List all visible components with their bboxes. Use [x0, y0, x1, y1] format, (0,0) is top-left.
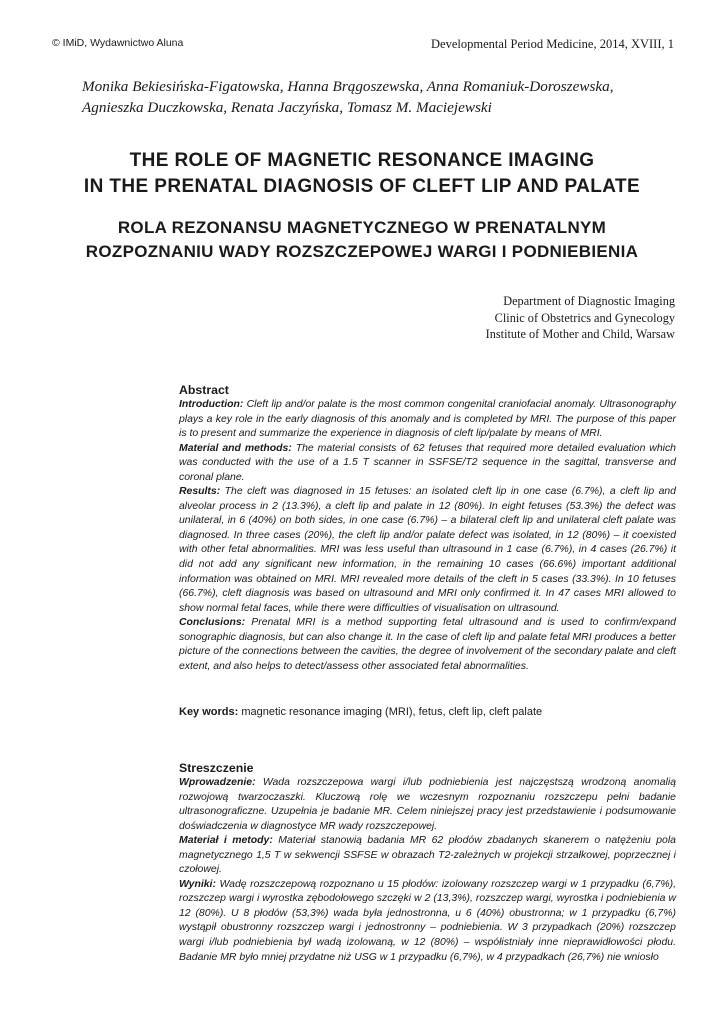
- conclusions-label: Conclusions:: [179, 617, 246, 629]
- paper-title-english: [62, 148, 662, 200]
- author-list: [82, 76, 682, 118]
- wprowadzenie-label: Wprowadzenie:: [179, 777, 256, 788]
- streszczenie-results: [179, 878, 676, 965]
- streszczenie-introduction: [179, 776, 676, 834]
- affiliation-block: [355, 293, 675, 343]
- title-line: THE ROLE OF MAGNETIC RESONANCE IMAGING: [129, 150, 595, 171]
- affiliation-line: Department of Diagnostic Imaging: [503, 294, 675, 308]
- results-label: Results:: [179, 486, 221, 498]
- abstract-conclusions: [179, 616, 676, 674]
- affiliation-line: Clinic of Obstetrics and Gynecology: [494, 310, 675, 325]
- conclusions-text: Prenatal MRI is a method supporting fetal ultrasound and is used to confirm/expand sonographic diagnosis, but can also change it. In the case of cleft lip and palate fetal MRI produces a better picture of the connections between the cavities, the degree of involvement of the secondary palate and cleft extent, and also helps to detect/assess other associated fetal abnormalities.: [179, 617, 676, 672]
- streszczenie-heading: Streszczenie: [179, 761, 254, 775]
- title-line: ROLA REZONANSU MAGNETYCZNEGO W PRENATALNYM: [117, 218, 607, 237]
- paper-title-polish: [62, 216, 662, 264]
- material-metody-label: Materiał i metody:: [179, 835, 273, 847]
- abstract-heading: Abstract: [179, 383, 229, 397]
- abstract-methods: [179, 442, 676, 486]
- running-header: [52, 37, 674, 53]
- author-line: Agnieszka Duczkowska, Renata Jaczyńska, Tomasz M. Maciejewski: [82, 99, 492, 116]
- author-line: Monika Bekiesińska-Figatowska, Hanna Brągoszewska, Anna Romaniuk-Doroszewska,: [82, 78, 614, 95]
- methods-label: Material and methods:: [179, 442, 292, 454]
- title-line: IN THE PRENATAL DIAGNOSIS OF CLEFT LIP AND PALATE: [83, 176, 641, 197]
- abstract-section: [179, 383, 676, 674]
- wyniki-label: Wyniki:: [179, 878, 216, 890]
- wyniki-text: Wadę rozszczepową rozpoznano u 15 płodów: izolowany rozszczep wargi w 1 przypadku (6,7%), rozszczep wargi i wyrostka zębodołowego szczęki w 2 (13,3%), rozszczep wargi, wyrostka i podniebienia w 12 (80%). U 8 płodów (53,3%) wada była jednostronna, u 6 (40%) obustronna; w 1 przypadku (6,7%) wystąpił obustronny rozszczep wargi i jednostronny – podniebienia. W 3 przypadkach (20%) rozszczep wargi i/lub podniebienia był wadą izolowaną, w 12 (80%) – współistniały inne nieprawidłowości płodu. Badanie MR było mniej przydatne niż USG w 1 przypadku (6,7%), w 4 przypadkach (26,7%) nie wniosło: [179, 878, 676, 963]
- keywords-text: magnetic resonance imaging (MRI), fetus, cleft lip, cleft palate: [238, 706, 543, 718]
- streszczenie-section: [179, 761, 676, 965]
- streszczenie-methods: [179, 834, 676, 878]
- results-text: The cleft was diagnosed in 15 fetuses: an isolated cleft lip in one case (6.7%), a cleft lip and alveolar process in 2 (13.3%), a cleft lip and palate in 12 (80%). In eight fetuses (53.3%) the defect was unilateral, in 6 (40%) on both sides, in one case (6.7%) – a bilateral cleft lip and unilateral cleft palate was diagnosed. In three cases (20%), the cleft lip and/or palate defect was isolated, in 12 (80%) – it coexisted with other fetal abnormalities. MRI was less useful than ultrasound in 1 case (6.7%), in 4 cases (26.7%) it did not add any significant new information, in the remaining 10 cases (66.6%) important additional information was obtained on MRI. MRI revealed more details of the cleft in 5 cases (33.3%). In 10 fetuses (66.7%), cleft diagnosis was based on ultrasound and MRI only confirmed it. In 47 cases MRI allowed to show normal fetal faces, while there were difficulties of visualisation on ultrasound.: [179, 486, 676, 614]
- abstract-results: [179, 485, 676, 616]
- keywords-label: Key words:: [179, 706, 239, 718]
- wprowadzenie-text: Wada rozszczepowa wargi i/lub podniebienia jest najczęstszą wrodzoną anomalią rozwojową twarzoczaszki. Kluczową rolę we wczesnym rozpoznaniu rozszczepu pełni badanie ultrasonograficzne. Uzupełnia je badanie MR. Celem niniejszej pracy jest przedstawienie i podsumowanie doświadczenia w diagnostyce MR wady rozszczepowej.: [179, 777, 676, 832]
- abstract-introduction: [179, 398, 676, 442]
- journal-citation: Developmental Period Medicine, 2014, XVIII, 1: [431, 37, 674, 51]
- affiliation-line: Institute of Mother and Child, Warsaw: [485, 327, 675, 341]
- methods-text: The material consists of 62 fetuses that required more detailed evaluation which was conducted with the use of a 1.5 T scanner in SSFSE/T2 sequence in the sagittal, transverse and coronal plane.: [179, 442, 676, 483]
- introduction-label: Introduction:: [179, 399, 244, 410]
- introduction-text: Cleft lip and/or palate is the most common congenital craniofacial anomaly. Ultrasonography plays a key role in the early diagnosis of this anomaly and is completed by MRI. The purpose of this paper is to present and summarize the experience in diagnosis of cleft lip/palate by means of MRI.: [179, 399, 676, 440]
- title-line: ROZPOZNANIU WADY ROZSZCZEPOWEJ WARGI I PODNIEBIENIA: [85, 242, 639, 261]
- keywords-line: [179, 706, 676, 718]
- material-metody-text: Materiał stanowią badania MR 62 płodów zbadanych skanerem o natężeniu pola magnetycznego 1,5 T w sekwencji SSFSE w obrazach T2-zależnych w projekcji strzałkowej, poprzecznej i czołowej.: [179, 835, 676, 876]
- copyright-notice: © IMiD, Wydawnictwo Aluna: [52, 37, 184, 49]
